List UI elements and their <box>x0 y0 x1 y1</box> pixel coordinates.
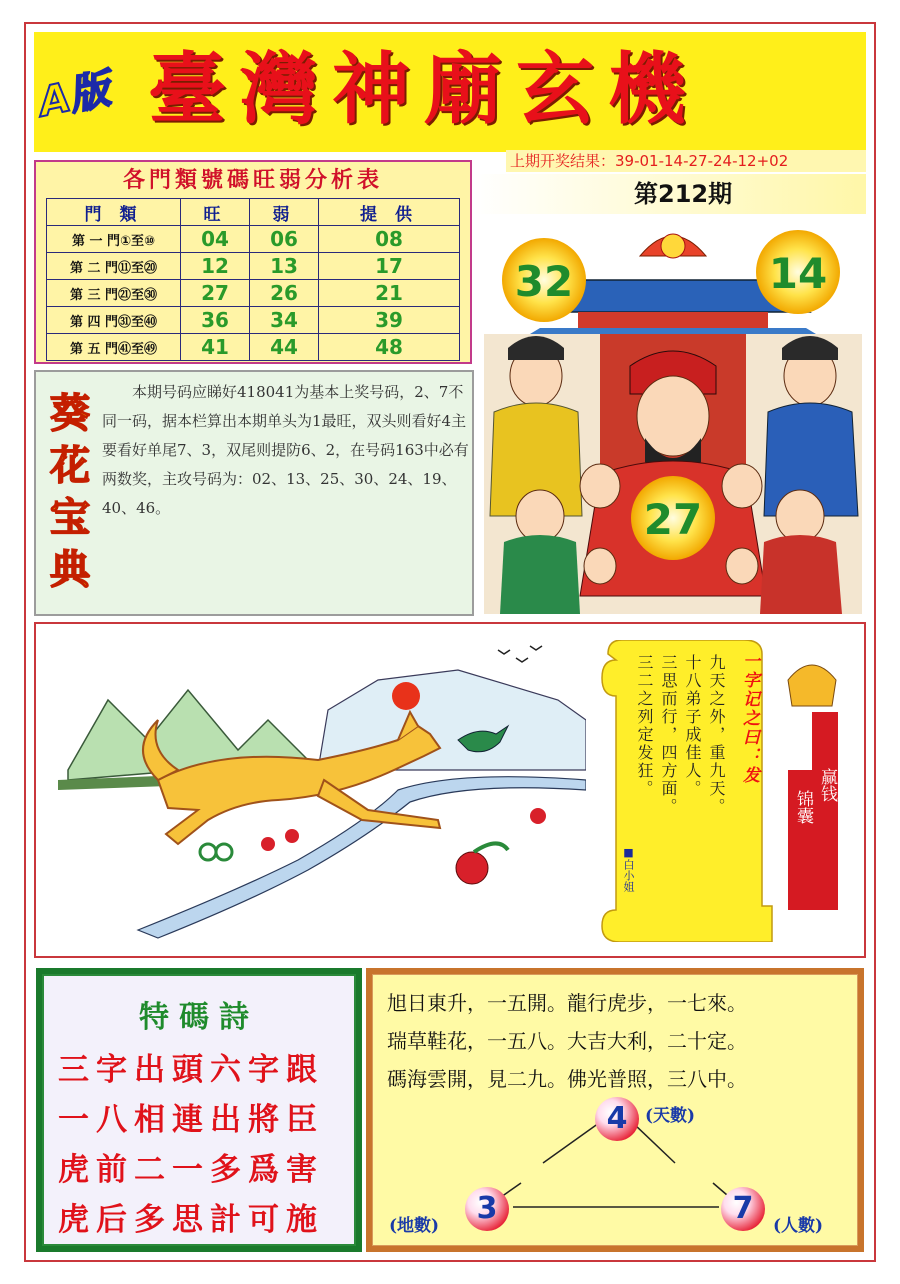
tian-number: 4 <box>595 1097 639 1141</box>
analysis-table-panel <box>34 160 472 364</box>
scroll-panel <box>592 640 778 942</box>
tigong-value: 17 <box>319 253 460 280</box>
scroll-head <box>738 652 760 862</box>
poem-line: 虎前二一多爲害 <box>58 1152 324 1188</box>
temple-number-center: 27 <box>643 495 703 544</box>
table-row <box>47 334 460 361</box>
edition-badge: A版 <box>34 66 114 126</box>
ruo-value: 13 <box>250 253 319 280</box>
temple-art <box>480 216 866 616</box>
poem-title: 特碼詩 <box>139 1000 259 1035</box>
riddle-inner <box>372 974 858 1246</box>
last-result: 上期开奖结果：39-01-14-27-24-12+02 <box>506 150 866 172</box>
sunflower-text: 本期号码应睇好418041为基本上奖号码，2、7不同一码，据本栏算出本期单头为1最旺，双头则看好4主要看好单尾7、3，双尾则提防6、2，在号码163中必有两数奖，主攻号码为：02、13、25、30、24、19、40、46。 <box>102 383 469 517</box>
temple-number-right: 14 <box>768 249 828 298</box>
table-header-row <box>47 199 460 226</box>
ruo-value: 44 <box>250 334 319 361</box>
header-tigong: 提 供 <box>319 199 460 226</box>
sunflower-title-char: 花 <box>50 442 90 489</box>
tigong-value: 39 <box>319 307 460 334</box>
scroll-column: 十八弟子成佳人。 <box>683 654 702 798</box>
deer-scene <box>38 630 586 946</box>
ruo-value: 06 <box>250 226 319 253</box>
tian-label: (天數) <box>645 1106 696 1126</box>
scroll-column: 三二之列定发狂。 <box>635 654 654 798</box>
sunflower-title <box>42 388 98 604</box>
te-ma-poem-panel <box>36 968 362 1252</box>
door-label: 第 五 門㊶至㊾ <box>47 334 181 361</box>
ren-number: 7 <box>721 1187 765 1231</box>
analysis-table-title: 各門類號碼旺弱分析表 <box>122 168 383 193</box>
header-wang: 旺 <box>181 199 250 226</box>
di-number: 3 <box>465 1187 509 1231</box>
tigong-value: 48 <box>319 334 460 361</box>
door-label: 第 二 門⑪至⑳ <box>47 253 181 280</box>
door-label: 第 三 門㉑至㉚ <box>47 280 181 307</box>
poem-line: 虎后多思計可施 <box>58 1202 324 1238</box>
bag-label-right: 赢钱 <box>817 768 837 802</box>
scroll-signature: ■白小姐 <box>622 846 635 892</box>
wang-value: 41 <box>181 334 250 361</box>
lucky-bag <box>782 650 842 914</box>
sunflower-title-char: 宝 <box>50 494 90 541</box>
di-label: (地數) <box>389 1216 440 1236</box>
issue-number: 第212期 <box>474 174 866 214</box>
door-label: 第 四 門㉛至㊵ <box>47 307 181 334</box>
door-label: 第 一 門①至⑩ <box>47 226 181 253</box>
wang-value: 12 <box>181 253 250 280</box>
tigong-value: 08 <box>319 226 460 253</box>
table-row <box>47 280 460 307</box>
riddle-panel <box>366 968 864 1252</box>
scroll-column: 九天之外，重九天。 <box>707 654 726 816</box>
table-row <box>47 307 460 334</box>
table-row <box>47 226 460 253</box>
riddle-line: 旭日東升，一五開。龍行虎步，一七來。 <box>387 991 747 1015</box>
wang-value: 04 <box>181 226 250 253</box>
temple-illustration <box>480 216 866 616</box>
te-ma-poem-inner <box>42 974 356 1246</box>
bag-label-left: 锦囊 <box>793 790 813 824</box>
scroll-column: 三思而行，四方面。 <box>659 654 678 816</box>
tigong-value: 21 <box>319 280 460 307</box>
ruo-value: 34 <box>250 307 319 334</box>
deer-illustration <box>38 630 586 946</box>
table-row <box>47 253 460 280</box>
ruo-value: 26 <box>250 280 319 307</box>
riddle-line: 瑞草鞋花，一五八。大吉大利，二十定。 <box>387 1029 747 1053</box>
scroll-head-text: 一字记之曰：发 <box>739 652 759 785</box>
wang-value: 27 <box>181 280 250 307</box>
sunflower-panel <box>34 370 474 616</box>
poem-line: 一八相連出將臣 <box>58 1102 324 1138</box>
riddle-line: 碼海雲開，見二九。佛光普照，三八中。 <box>387 1067 747 1091</box>
sunflower-title-char: 典 <box>50 546 90 593</box>
wang-value: 36 <box>181 307 250 334</box>
header-ruo: 弱 <box>250 199 319 226</box>
poem-line: 三字出頭六字跟 <box>58 1052 324 1088</box>
temple-number-left: 32 <box>514 257 574 306</box>
page-title: 臺灣神廟玄機 <box>148 44 701 135</box>
ren-label: (人數) <box>773 1216 824 1236</box>
analysis-table <box>46 198 460 361</box>
sunflower-title-char: 葵 <box>50 390 90 437</box>
header-door: 門 類 <box>47 199 181 226</box>
